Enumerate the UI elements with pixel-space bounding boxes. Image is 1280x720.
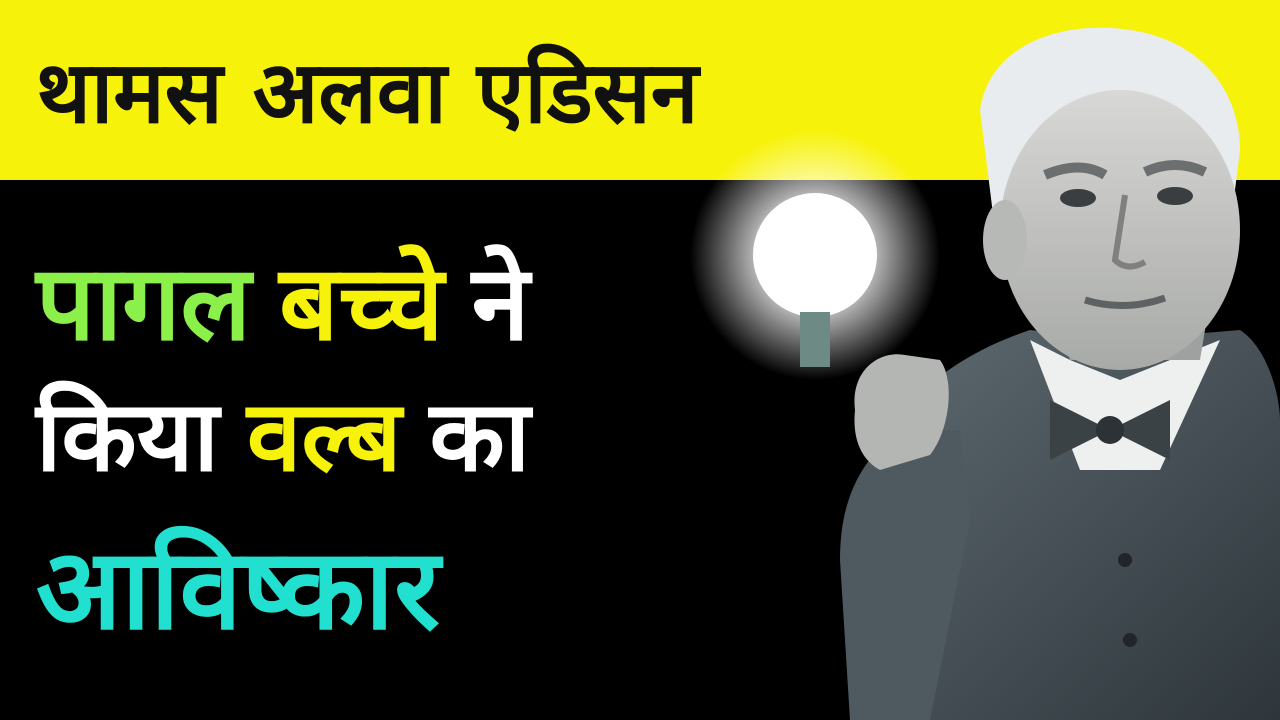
headline-word-ne: ने xyxy=(471,242,530,364)
bowtie-knot xyxy=(1096,416,1124,444)
headline-word-bachche: बच्चे xyxy=(279,242,444,364)
vest-button xyxy=(1118,553,1132,567)
headline-line-3 xyxy=(36,520,468,660)
headline-line-2 xyxy=(36,375,558,500)
bulb-filament xyxy=(800,312,830,367)
headline-word-ka: का xyxy=(429,380,531,494)
headline-line-1 xyxy=(36,238,557,368)
edison-portrait xyxy=(600,0,1280,720)
vest-button xyxy=(1123,633,1137,647)
headline-word-pagal: पागल xyxy=(36,242,252,364)
banner-title: थामस अलवा एडिसन xyxy=(36,43,699,143)
bulb-globe xyxy=(753,193,877,317)
eye-left xyxy=(1060,189,1096,207)
ear-shape xyxy=(983,200,1027,280)
headline-word-avishkar: आविष्कार xyxy=(36,525,440,655)
headline-word-valb: वल्ब xyxy=(246,380,402,494)
headline-word-kiya: किया xyxy=(36,380,219,494)
eye-right xyxy=(1157,187,1193,205)
